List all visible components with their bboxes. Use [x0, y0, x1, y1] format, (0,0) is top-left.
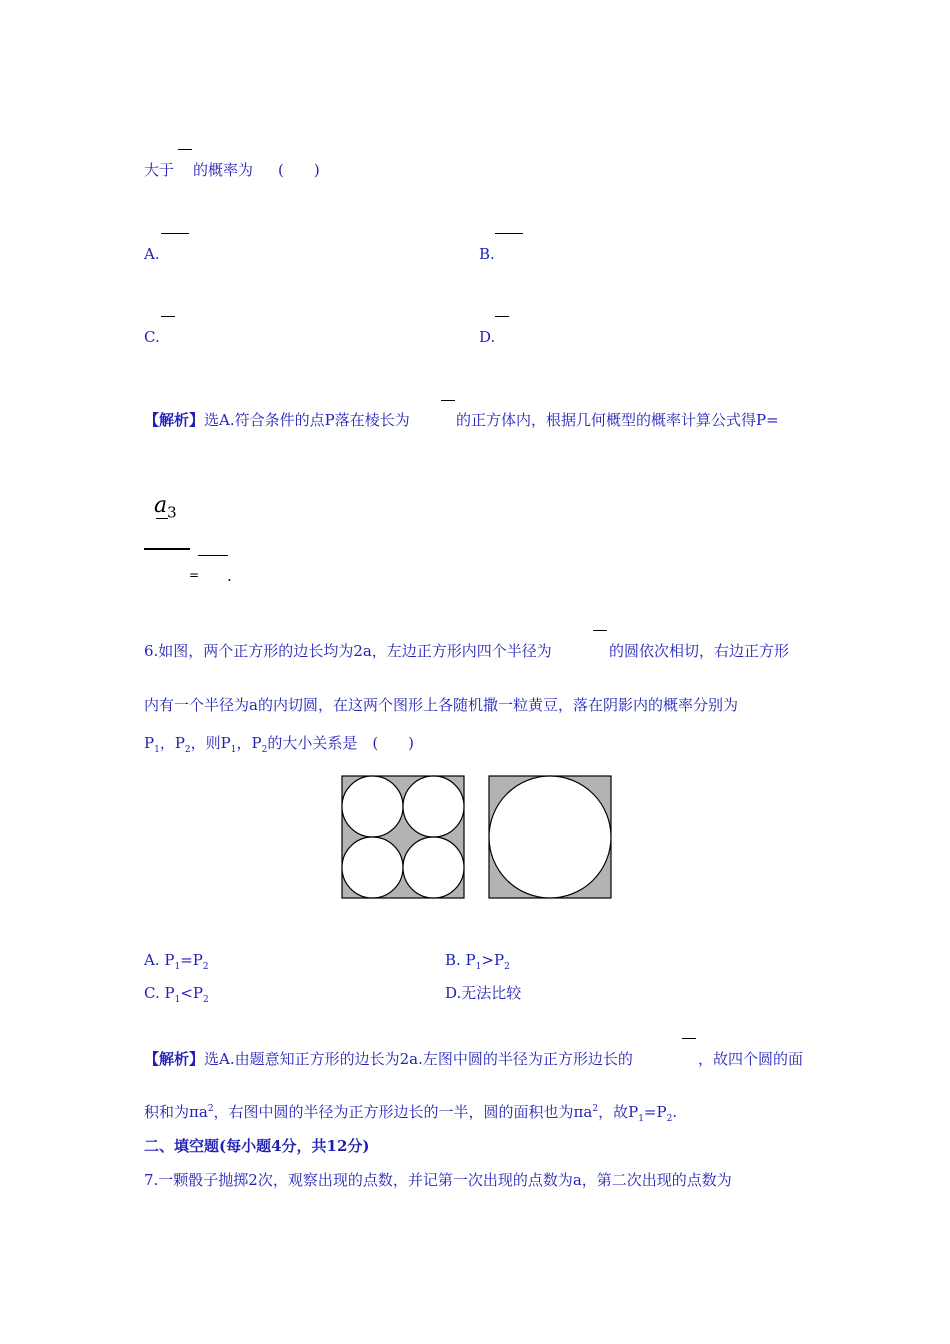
- txt: .: [672, 1103, 678, 1121]
- q6-option-c: [144, 983, 209, 1003]
- sub: 1: [174, 962, 181, 972]
- txt: C. P: [144, 984, 175, 1002]
- analysis-text: 选A.符合条件的点P落在棱长为: [204, 411, 410, 429]
- q5-paren: ( ): [278, 161, 320, 179]
- section-heading: 二、填空题(每小题4分，共12分): [144, 1137, 370, 1155]
- left-circle-tl: [342, 776, 403, 837]
- option-a-label: A.: [144, 245, 160, 263]
- q6-analysis-1b: ，故四个圆的面: [698, 1050, 804, 1068]
- sub: 2: [504, 962, 510, 972]
- left-circle-tr: [403, 776, 464, 837]
- txt: =P: [643, 1103, 667, 1121]
- txt: B. P: [445, 951, 476, 969]
- q5-stem-left: 大于: [144, 161, 175, 179]
- fraction-bar: [198, 555, 228, 556]
- q6-line1a: 6.如图，两个正方形的边长均为2a，左边正方形内四个半径为: [144, 642, 552, 660]
- txt: P: [144, 734, 155, 752]
- txt: ，右图中圆的半径为正方形边长的一半，圆的面积也为πa: [213, 1103, 593, 1121]
- txt: A. P: [144, 951, 175, 969]
- q6-analysis-2: [144, 1102, 677, 1122]
- sup: 2: [207, 1104, 214, 1114]
- fraction-bar: [144, 548, 190, 550]
- txt: =P: [180, 951, 203, 969]
- q6-analysis-1a: [144, 1049, 633, 1069]
- sub: 1: [638, 1114, 644, 1124]
- q6-option-d: D.无法比较: [445, 984, 522, 1002]
- fraction-bar: [161, 316, 175, 317]
- sub: 1: [230, 745, 237, 755]
- analysis-tag: 【解析】: [144, 1050, 205, 1068]
- q6-paren: ( ): [372, 734, 415, 752]
- fraction-bar: [495, 316, 509, 317]
- fraction-bar: [441, 400, 455, 401]
- q6-line3: [144, 733, 414, 753]
- sub: 2: [202, 962, 209, 972]
- formula-exp: 3: [167, 503, 177, 522]
- formula-equals: =: [189, 568, 200, 582]
- option-c-label: C.: [144, 328, 160, 346]
- fraction-bar: [495, 233, 523, 234]
- q7-line1: 7.一颗骰子抛掷2次，观察出现的点数，并记第一次出现的点数为a，第二次出现的点数为: [144, 1171, 732, 1189]
- txt: ，P: [159, 734, 185, 752]
- formula-period: .: [227, 567, 232, 585]
- sub: 2: [202, 995, 209, 1005]
- sub: 2: [184, 745, 191, 755]
- txt: 的大小关系是: [267, 734, 358, 752]
- txt: ，P: [236, 734, 262, 752]
- q5-analysis-cont: 的正方体内，根据几何概型的概率计算公式得P=: [456, 411, 779, 429]
- option-d-label: D.: [479, 328, 496, 346]
- txt: 积和为πa: [144, 1103, 208, 1121]
- left-circle-br: [403, 837, 464, 898]
- fraction-bar: [156, 518, 168, 519]
- sub: 1: [154, 745, 160, 755]
- option-b-label: B.: [479, 245, 495, 263]
- q5-analysis: [144, 410, 410, 430]
- formula-var: a: [154, 493, 168, 518]
- fraction-bar: [593, 630, 607, 631]
- q6-figure: [340, 774, 614, 900]
- q6-line1b: 的圆依次相切，右边正方形: [609, 642, 790, 660]
- analysis-text: 选A.由题意知正方形的边长为2a.左图中圆的半径为正方形边长的: [204, 1050, 633, 1068]
- analysis-tag: 【解析】: [144, 411, 205, 429]
- q6-option-b: [445, 950, 510, 970]
- formula-numerator: [154, 493, 177, 522]
- txt: <P: [180, 984, 203, 1002]
- sub: 2: [666, 1114, 673, 1124]
- fraction-bar: [178, 149, 192, 150]
- sub: 1: [475, 962, 482, 972]
- left-circle-bl: [342, 837, 403, 898]
- sub: 1: [174, 995, 181, 1005]
- txt: ，则P: [190, 734, 231, 752]
- sup: 2: [592, 1104, 599, 1114]
- txt: ，故P: [598, 1103, 639, 1121]
- fraction-bar: [682, 1038, 696, 1039]
- fraction-bar: [161, 233, 189, 234]
- txt: >P: [481, 951, 505, 969]
- q5-stem-right: 的概率为: [193, 161, 254, 179]
- sub: 2: [261, 745, 268, 755]
- q6-option-a: [144, 950, 209, 970]
- right-circle: [489, 776, 611, 898]
- q6-line2: 内有一个半径为a的内切圆，在这两个图形上各随机撒一粒黄豆，落在阴影内的概率分别为: [144, 696, 738, 714]
